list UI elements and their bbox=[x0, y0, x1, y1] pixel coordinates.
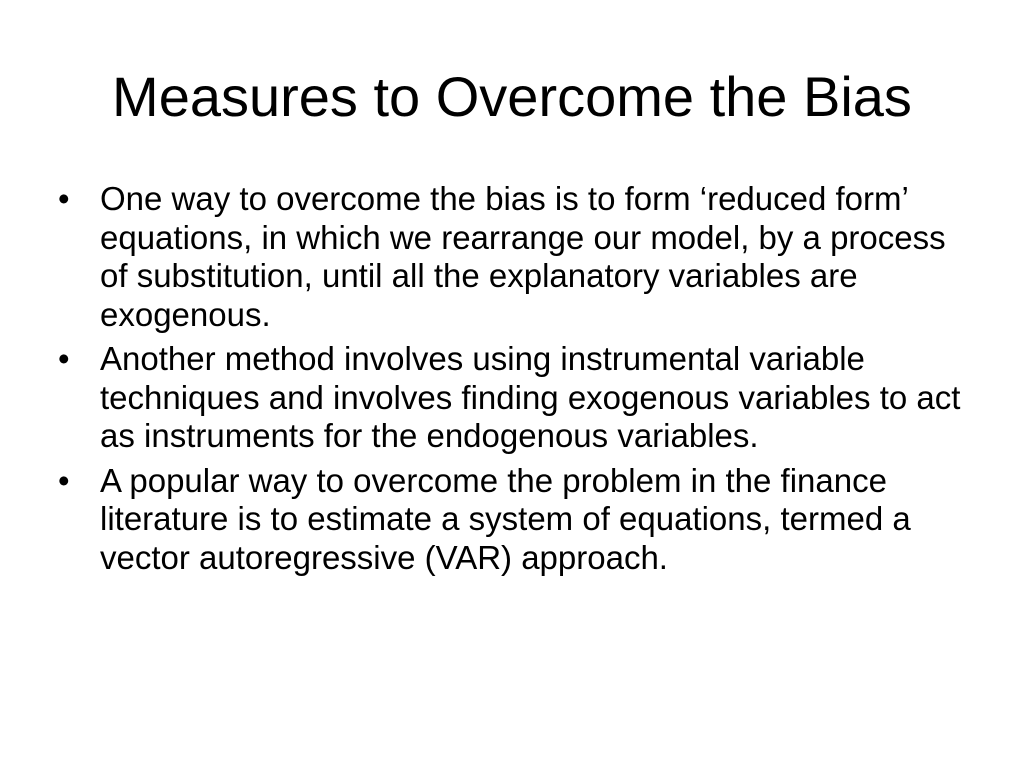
bullet-text: A popular way to overcome the problem in the finance literature is to estimate a system of equations, termed a vector autoregressive (VAR) approach. bbox=[100, 461, 911, 576]
bullet-dot-icon: • bbox=[58, 461, 70, 499]
bullet-text: Another method involves using instrumental variable techniques and involves finding exogenous variables to act as instruments for the endogenous variables. bbox=[100, 340, 961, 454]
bullet-dot-icon: • bbox=[58, 180, 70, 217]
bullet-dot-icon: • bbox=[58, 340, 70, 377]
bullet-text: One way to overcome the bias is to form ‘reduced form’ equations, in which we rearrange our model, by a process of substitution, until all the explanatory variables are exogenous. bbox=[100, 180, 946, 333]
bullet-list bbox=[58, 180, 978, 583]
bullet-item bbox=[58, 462, 978, 578]
bullet-item bbox=[58, 340, 978, 456]
bullet-item bbox=[58, 180, 978, 334]
slide-title: Measures to Overcome the Bias bbox=[112, 65, 912, 128]
